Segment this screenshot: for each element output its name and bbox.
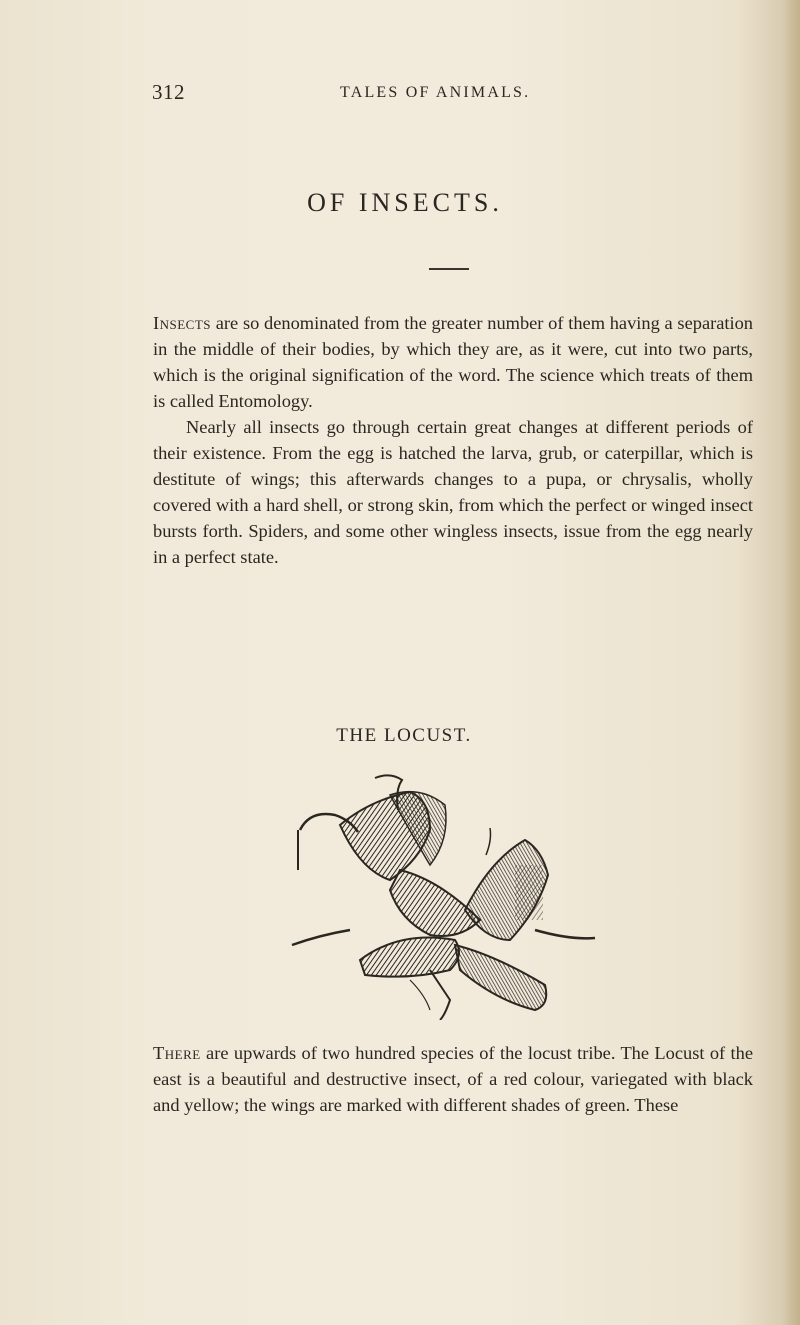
locust-engraving-icon xyxy=(280,770,600,1020)
paragraph-insects-definition xyxy=(153,310,753,414)
paragraph-text: are upwards of two hundred species of the locust tribe. The Locust of the east is a beautiful and destructive insect, of a red colour, variegated with black and yellow; the wings are marked with different shades of green. These xyxy=(153,1043,753,1116)
paragraph-metamorphosis: Nearly all insects go through certain great changes at different periods of their existence. From the egg is hatched the larva, grub, or caterpillar, which is destitute of wings; this afterwards changes to a pupa, or chrysalis, wholly covered with a hard shell, or strong skin, from which the perfect or winged insect bursts forth. Spiders, and some other wingless insects, issue from the egg nearly in a perfect state. xyxy=(153,417,753,568)
paragraph-lead-word: Insects xyxy=(153,313,212,333)
page-header xyxy=(152,80,712,110)
paragraph-lead-word: There xyxy=(153,1043,201,1063)
paragraph-locust-species xyxy=(153,1040,753,1118)
section-title: THE LOCUST. xyxy=(336,725,472,746)
chapter-title: OF INSECTS. xyxy=(307,188,503,217)
running-head: TALES OF ANIMALS. xyxy=(340,84,531,101)
page-number: 312 xyxy=(152,80,185,104)
paragraph-text: are so denominated from the greater number of them having a separation in the middle of their bodies, by which they are, as it were, cut into two parts, which is the original signification of the word. The science which treats of them is called Entomology. xyxy=(153,313,753,412)
title-rule xyxy=(429,268,469,270)
